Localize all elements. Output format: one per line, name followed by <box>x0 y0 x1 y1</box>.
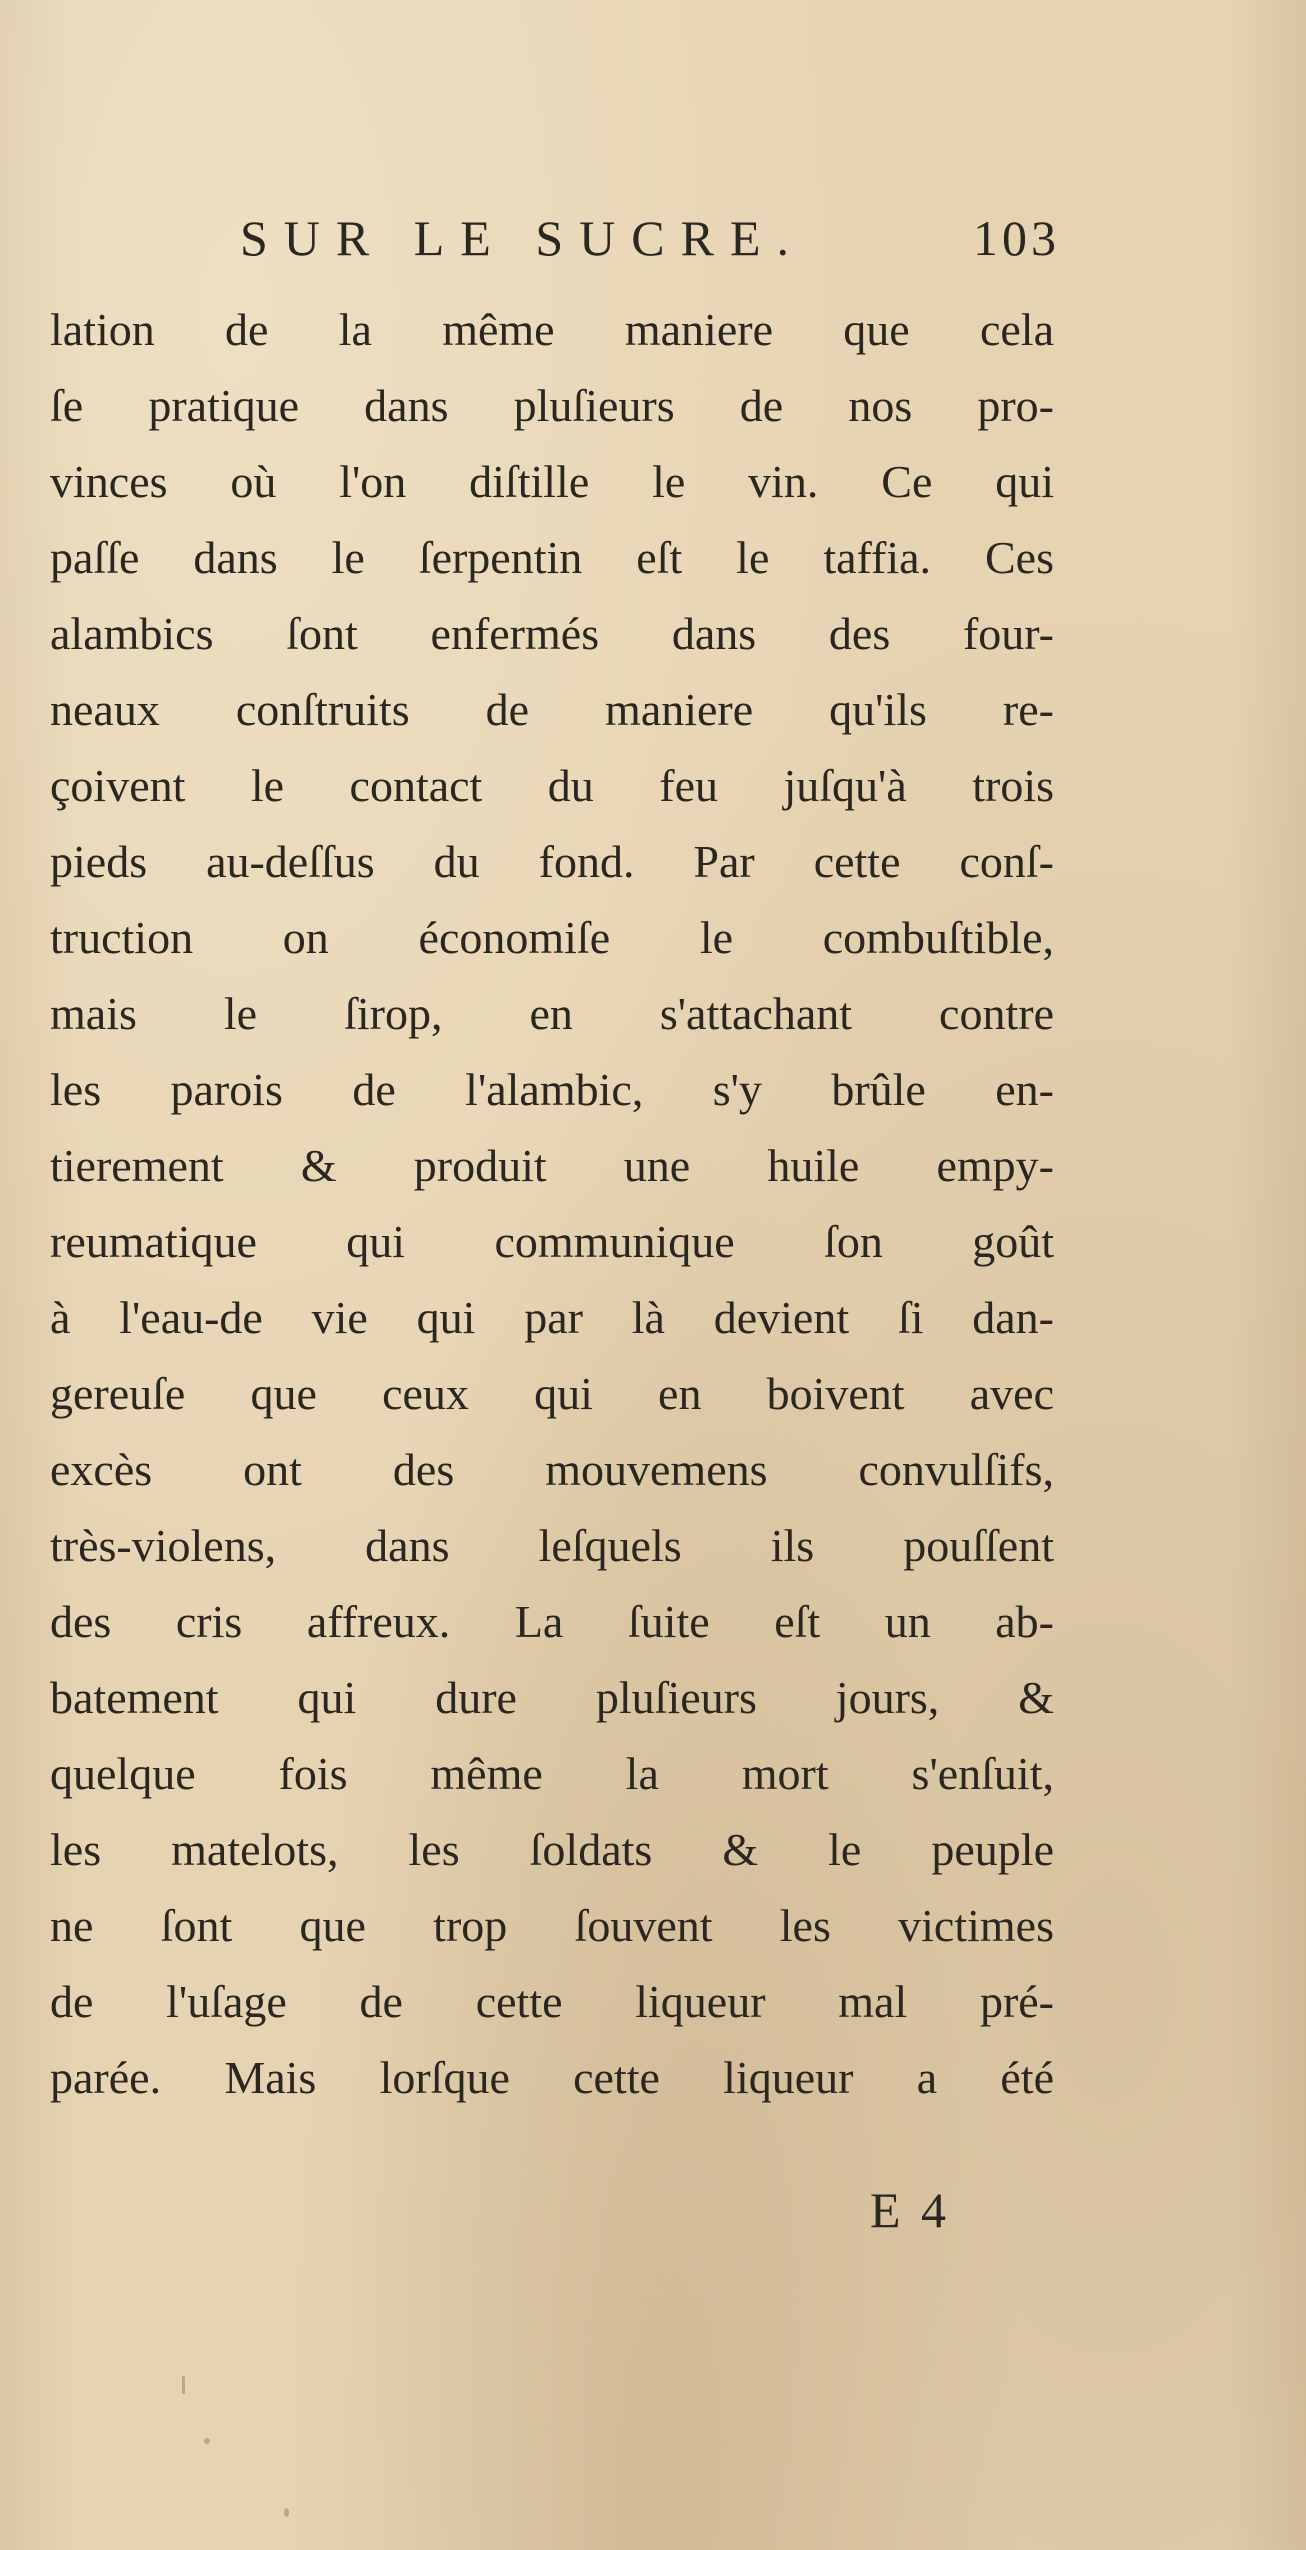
paper-spot <box>284 2508 289 2517</box>
running-title: SUR LE SUCRE. <box>240 210 806 266</box>
text-line: des cris affreux. La ſuite eſt un ab- <box>50 1596 1054 1647</box>
text-line: gereuſe que ceux qui en boivent avec <box>50 1368 1054 1419</box>
paper-spot <box>204 2438 210 2444</box>
paper-spot <box>182 2376 185 2394</box>
text-line: excès ont des mouvemens convulſifs, <box>50 1444 1054 1495</box>
text-line: très-violens, dans leſquels ils pouſſent <box>50 1520 1054 1571</box>
text-line: truction on économiſe le combuſtible, <box>50 912 1054 963</box>
signature-mark: E 4 <box>870 2182 951 2238</box>
text-line: reumatique qui communique ſon goût <box>50 1216 1054 1267</box>
text-line: parée. Mais lorſque cette liqueur a été <box>50 2052 1054 2103</box>
text-line: de l'uſage de cette liqueur mal pré- <box>50 1976 1054 2027</box>
text-line: ſe pratique dans pluſieurs de nos pro- <box>50 380 1054 431</box>
text-line: paſſe dans le ſerpentin eſt le taffia. Ces <box>50 532 1054 583</box>
page-number: 103 <box>973 210 1060 266</box>
text-line: alambics ſont enfermés dans des four- <box>50 608 1054 659</box>
text-line: ne ſont que trop ſouvent les victimes <box>50 1900 1054 1951</box>
text-line: neaux conſtruits de maniere qu'ils re- <box>50 684 1054 735</box>
text-line: quelque fois même la mort s'enſuit, <box>50 1748 1054 1799</box>
text-line: batement qui dure pluſieurs jours, & <box>50 1672 1054 1723</box>
running-head <box>240 208 1060 268</box>
text-line: tierement & produit une huile empy- <box>50 1140 1054 1191</box>
text-line: mais le ſirop, en s'attachant contre <box>50 988 1054 1039</box>
text-line: çoivent le contact du feu juſqu'à trois <box>50 760 1054 811</box>
text-line: lation de la même maniere que cela <box>50 304 1054 355</box>
text-line: les parois de l'alambic, s'y brûle en- <box>50 1064 1054 1115</box>
text-line: à l'eau-de vie qui par là devient ſi dan- <box>50 1292 1054 1343</box>
text-line: pieds au-deſſus du fond. Par cette conſ- <box>50 836 1054 887</box>
text-line: les matelots, les ſoldats & le peuple <box>50 1824 1054 1875</box>
text-line: vinces où l'on diſtille le vin. Ce qui <box>50 456 1054 507</box>
